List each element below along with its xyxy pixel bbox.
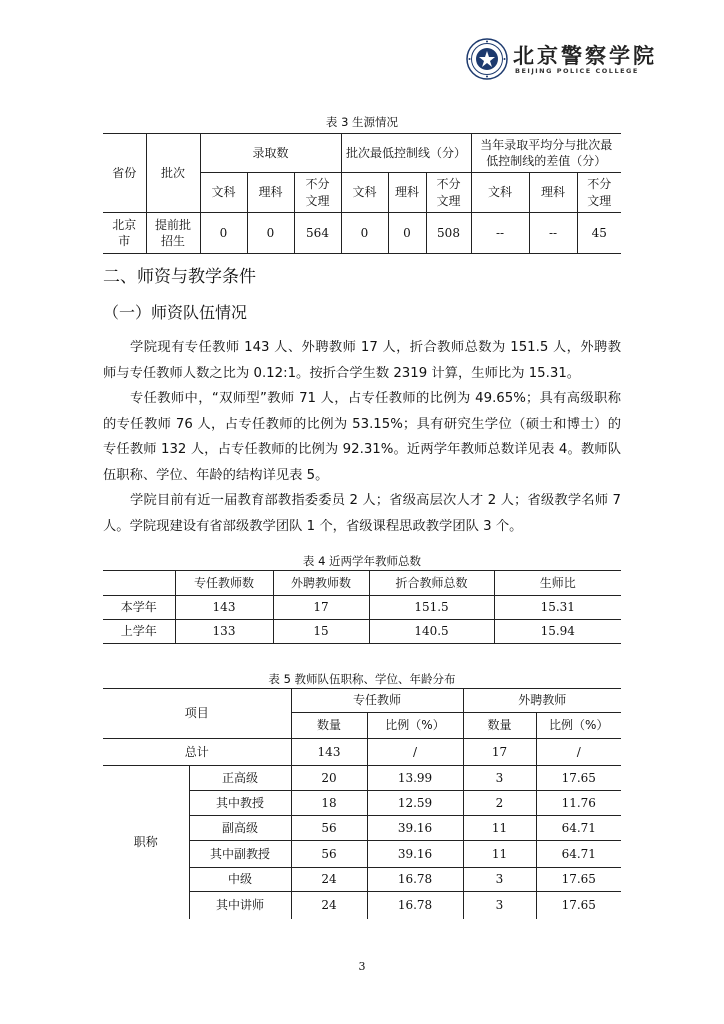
row-label: 正高级 — [189, 766, 291, 791]
page-number: 3 — [358, 960, 366, 973]
header-batch: 批次 — [146, 134, 200, 213]
subsection-heading: （一）师资队伍情况 — [103, 303, 248, 322]
value-cell: 12.59 — [367, 791, 463, 816]
value-cell: 13.99 — [367, 766, 463, 791]
value-cell: -- — [529, 213, 577, 254]
value-cell: 15 — [273, 620, 369, 644]
table-row — [103, 620, 621, 644]
subheader-ratio: 比例（%） — [367, 713, 463, 739]
header-cell: 生师比 — [494, 571, 621, 596]
batch-cell: 提前批招生 — [146, 213, 200, 254]
table3-student-source — [103, 133, 621, 254]
value-cell: 508 — [426, 213, 471, 254]
row-label: 其中教授 — [189, 791, 291, 816]
subheader-cell: 不分文理 — [294, 173, 341, 213]
header-province: 省份 — [103, 134, 146, 213]
subheader-cell: 不分文理 — [426, 173, 471, 213]
table-row — [103, 766, 621, 791]
row-label: 上学年 — [103, 620, 175, 644]
value-cell: 0 — [341, 213, 388, 254]
subheader-cell: 理科 — [529, 173, 577, 213]
header-cell: 折合教师总数 — [369, 571, 494, 596]
value-cell: 143 — [291, 739, 367, 766]
row-label: 其中讲师 — [189, 892, 291, 919]
paragraph-3: 学院目前有近一届教育部教指委委员 2 人；省级高层次人才 2 人；省级教学名师 7 人。学院现建设有省部级教学团队 1 个，省级课程思政教学团队 3 个。 — [103, 493, 621, 534]
subheader-cell: 理科 — [247, 173, 294, 213]
logo-chinese-name: 北京警察学院 — [513, 43, 657, 68]
table-row — [103, 739, 621, 766]
value-cell: / — [367, 739, 463, 766]
value-cell: 56 — [291, 841, 367, 868]
value-cell: 0 — [247, 213, 294, 254]
province-cell: 北京市 — [103, 213, 146, 254]
subheader-cell: 文科 — [471, 173, 529, 213]
subheader-cell: 文科 — [200, 173, 247, 213]
college-logo — [466, 38, 657, 82]
paragraph-2: 专任教师中，“双师型”教师 71 人，占专任教师的比例为 49.65%；具有高级职称的专任教师 76 人，占专任教师的比例为 53.15%；具有研究生学位（硕士和博士）的专任教师 132 人，占专任教师的比例为 92.31%。近两学年教师总数详见表 4。教师队伍职称、学位、年龄的结构详见表 5。 — [103, 391, 621, 483]
subheader-cell: 不分文理 — [577, 173, 621, 213]
header-cell — [103, 571, 175, 596]
subheader-cell: 文科 — [341, 173, 388, 213]
subheader-count: 数量 — [463, 713, 536, 739]
value-cell: 3 — [463, 868, 536, 892]
value-cell: 151.5 — [369, 596, 494, 620]
value-cell: 2 — [463, 791, 536, 816]
table4-caption: 表 4 近两学年教师总数 — [302, 554, 422, 568]
logo-english-name: BEIJING POLICE COLLEGE — [515, 67, 639, 75]
value-cell: 133 — [175, 620, 273, 644]
value-cell: 16.78 — [367, 892, 463, 919]
value-cell: 17 — [273, 596, 369, 620]
value-cell: 15.31 — [494, 596, 621, 620]
value-cell: 15.94 — [494, 620, 621, 644]
header-external-teachers: 外聘教师 — [463, 689, 621, 713]
value-cell: 11 — [463, 816, 536, 841]
total-label: 总计 — [103, 739, 291, 766]
value-cell: 20 — [291, 766, 367, 791]
table-row — [103, 213, 621, 254]
row-label: 本学年 — [103, 596, 175, 620]
value-cell: 64.71 — [536, 816, 621, 841]
value-cell: 3 — [463, 892, 536, 919]
subheader-ratio: 比例（%） — [536, 713, 621, 739]
table5-caption: 表 5 教师队伍职称、学位、年龄分布 — [268, 672, 456, 686]
header-cell: 外聘教师数 — [273, 571, 369, 596]
header-control-line: 批次最低控制线（分） — [341, 134, 471, 173]
table3-caption: 表 3 生源情况 — [325, 115, 399, 129]
value-cell: 11.76 — [536, 791, 621, 816]
value-cell: 39.16 — [367, 841, 463, 868]
value-cell: 0 — [200, 213, 247, 254]
value-cell: 18 — [291, 791, 367, 816]
value-cell: 56 — [291, 816, 367, 841]
value-cell: 17.65 — [536, 766, 621, 791]
value-cell: 24 — [291, 868, 367, 892]
value-cell: 564 — [294, 213, 341, 254]
value-cell: 11 — [463, 841, 536, 868]
subheader-count: 数量 — [291, 713, 367, 739]
value-cell: 45 — [577, 213, 621, 254]
value-cell: 39.16 — [367, 816, 463, 841]
header-cell: 专任教师数 — [175, 571, 273, 596]
header-admit-count: 录取数 — [200, 134, 341, 173]
value-cell: 24 — [291, 892, 367, 919]
value-cell: 64.71 — [536, 841, 621, 868]
header-score-difference: 当年录取平均分与批次最低控制线的差值（分） — [471, 134, 621, 173]
value-cell: 17 — [463, 739, 536, 766]
value-cell: 17.65 — [536, 868, 621, 892]
section-heading: 二、师资与教学条件 — [103, 267, 256, 287]
value-cell: -- — [471, 213, 529, 254]
value-cell: 3 — [463, 766, 536, 791]
value-cell: 0 — [388, 213, 426, 254]
header-item: 项目 — [103, 689, 291, 739]
group-label-title: 职称 — [103, 766, 189, 919]
value-cell: 16.78 — [367, 868, 463, 892]
table-row — [103, 596, 621, 620]
header-fulltime-teachers: 专任教师 — [291, 689, 463, 713]
table5-teacher-structure — [103, 688, 621, 919]
subheader-cell: 理科 — [388, 173, 426, 213]
value-cell: 140.5 — [369, 620, 494, 644]
row-label: 副高级 — [189, 816, 291, 841]
police-seal-icon — [466, 38, 508, 80]
row-label: 中级 — [189, 868, 291, 892]
value-cell: 143 — [175, 596, 273, 620]
row-label: 其中副教授 — [189, 841, 291, 868]
value-cell: 17.65 — [536, 892, 621, 919]
value-cell: / — [536, 739, 621, 766]
table4-teacher-totals — [103, 570, 621, 644]
paragraph-1: 学院现有专任教师 143 人、外聘教师 17 人，折合教师总数为 151.5 人，外聘教师与专任教师人数之比为 0.12:1。按折合学生数 2319 计算，生师比为 15.31。 — [103, 340, 621, 381]
